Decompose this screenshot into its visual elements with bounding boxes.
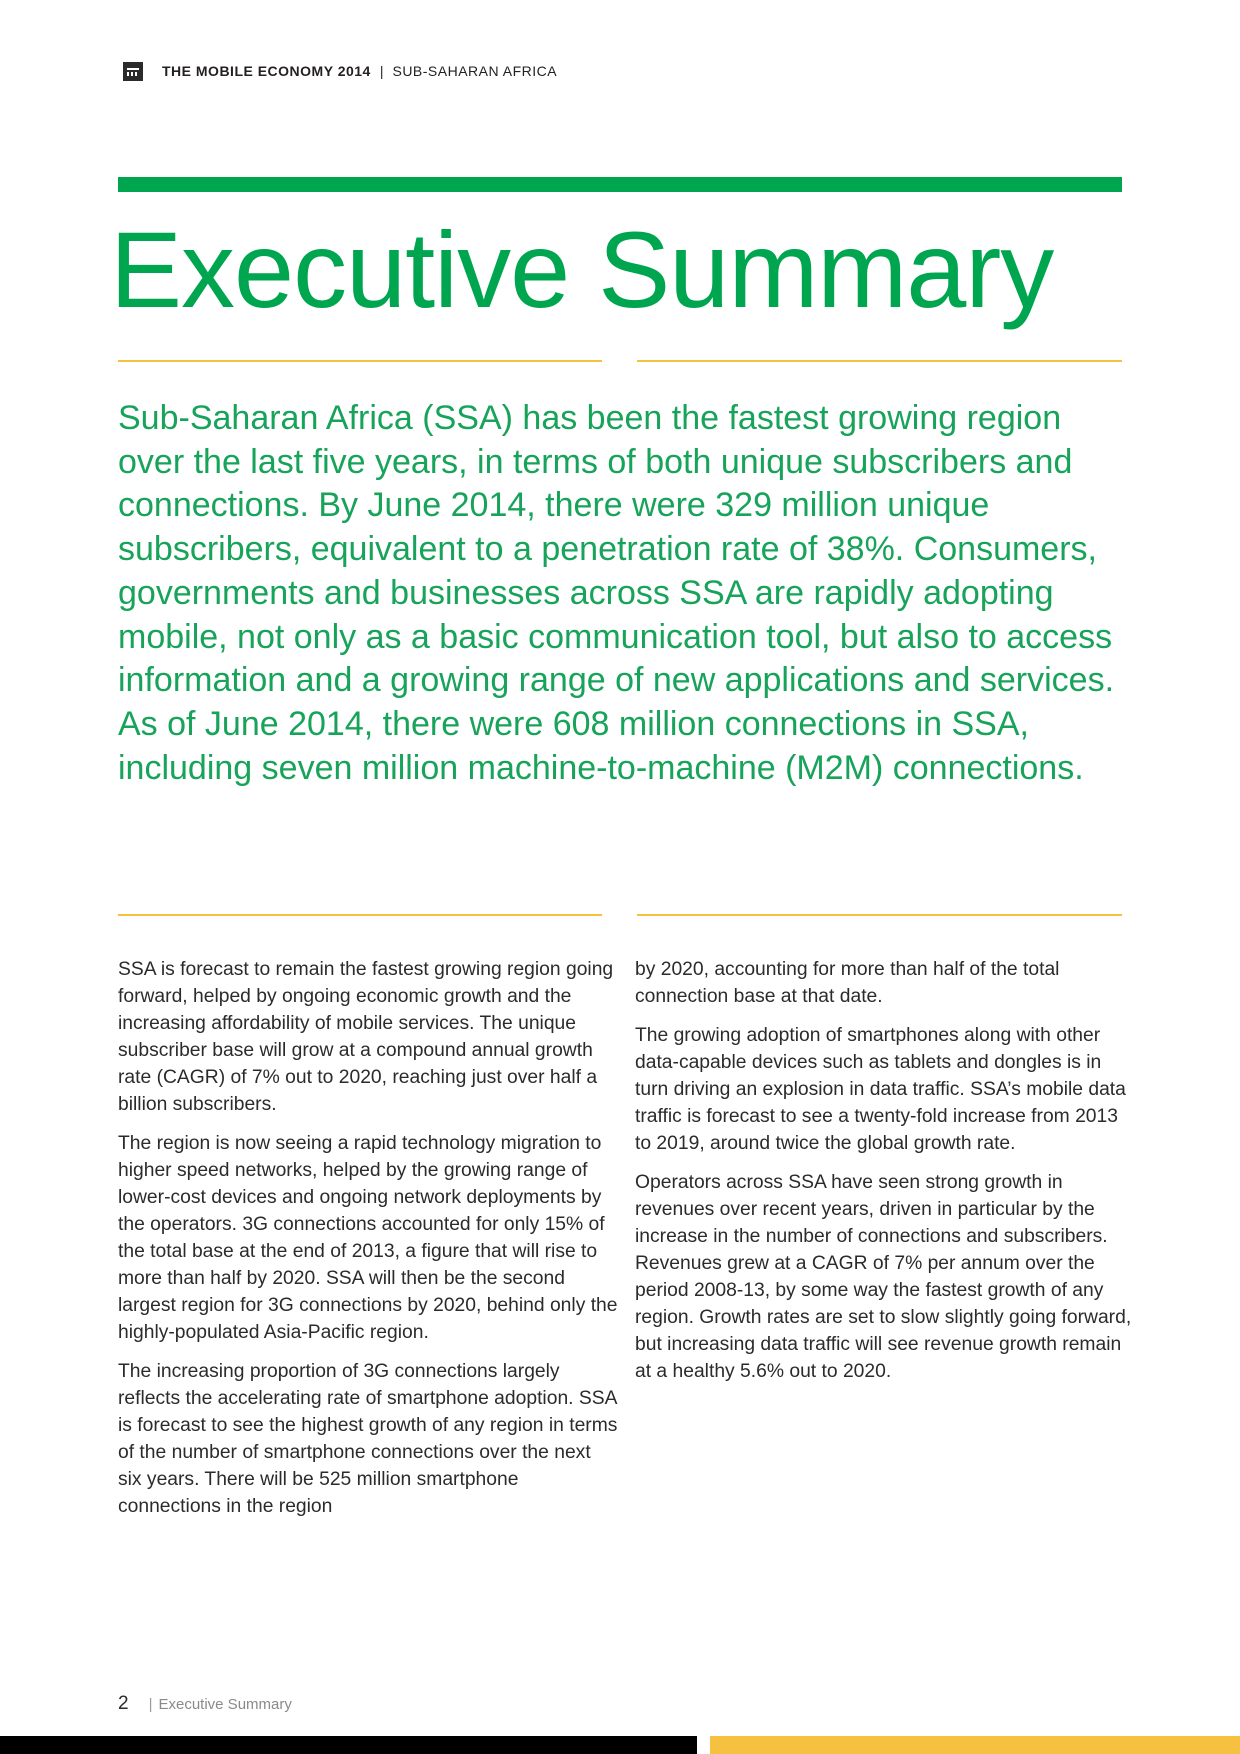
- page-number: 2: [118, 1693, 129, 1714]
- running-header: [123, 61, 557, 81]
- header-separator: |: [379, 63, 384, 79]
- divider-top-left: [118, 360, 602, 362]
- body-paragraph: The region is now seeing a rapid technology migration to higher speed networks, helped by the growing range of lower-cost devices and ongoing network deployments by the operators. 3G connections accounted for only 15% of the total base at the end of 2013, a figure that will rise to more than half by 2020. SSA will then be the second largest region for 3G connections by 2020, behind only the highly-populated Asia-Pacific region.: [118, 1133, 618, 1343]
- divider-top-right: [637, 360, 1122, 362]
- section-accent-bar: [118, 177, 1122, 192]
- footer-bar-black: [0, 1736, 697, 1754]
- report-title: THE MOBILE ECONOMY 2014: [162, 63, 371, 79]
- body-column-right: [635, 956, 1135, 1397]
- footer-separator: |: [148, 1696, 153, 1713]
- body-paragraph: The increasing proportion of 3G connections largely reflects the accelerating rate of smartphone adoption. SSA is forecast to see the highest growth of any region in terms of the number of smartphone connections over the next six years. There will be 525 million smartphone connections in the region: [118, 1361, 618, 1517]
- body-paragraph: SSA is forecast to remain the fastest growing region going forward, helped by ongoing economic growth and the increasing affordability of mobile services. The unique subscriber base will grow at a compound annual growth rate (CAGR) of 7% out to 2020, reaching just over half a billion subscribers.: [118, 959, 614, 1115]
- body-paragraph: Operators across SSA have seen strong growth in revenues over recent years, driven in particular by the increase in the number of connections and subscribers. Revenues grew at a CAGR of 7% per annum over the period 2008-13, by some way the fastest growth of any region. Growth rates are set to slow slightly going forward, but increasing data traffic will see revenue growth remain at a healthy 5.6% out to 2020.: [635, 1172, 1132, 1382]
- page-footer: [118, 1693, 292, 1715]
- body-paragraph: by 2020, accounting for more than half of the total connection base at that date.: [635, 959, 1060, 1007]
- divider-bottom-left: [118, 914, 602, 916]
- section-title: Executive Summary: [110, 209, 1054, 330]
- divider-bottom-right: [637, 914, 1122, 916]
- report-logo-icon: [123, 62, 143, 81]
- footer-bar-yellow: [710, 1736, 1240, 1754]
- intro-paragraph: Sub-Saharan Africa (SSA) has been the fastest growing region over the last five years, in terms of both unique subscribers and connections. By June 2014, there were 329 million unique subscribers, equivalent to a penetration rate of 38%. Consumers, governments and businesses across SSA are rapidly adopting mobile, not only as a basic communication tool, but also to access information and a growing range of new applications and services. As of June 2014, there were 608 million connections in SSA, including seven million machine-to-machine (M2M) connections.: [118, 399, 1115, 787]
- footer-section-label: Executive Summary: [158, 1696, 292, 1713]
- body-column-left: [118, 956, 618, 1532]
- body-paragraph: The growing adoption of smartphones along with other data-capable devices such as tablets and dongles is in turn driving an explosion in data traffic. SSA’s mobile data traffic is forecast to see a twenty-fold increase from 2013 to 2019, around twice the global growth rate.: [635, 1025, 1126, 1154]
- report-region: SUB-SAHARAN AFRICA: [392, 63, 558, 79]
